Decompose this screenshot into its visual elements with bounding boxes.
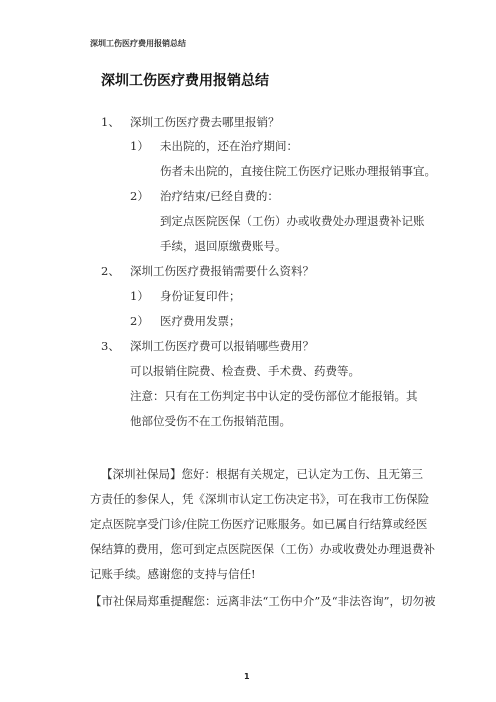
page-header: 深圳工伤医疗费用报销总结 — [90, 39, 186, 48]
section-1-item-2-text: 治疗结束/已经自费的： — [160, 189, 279, 203]
notice-line-1: 【深圳社保局】您好：根据有关规定，已认定为工伤、且无第三 — [101, 467, 423, 481]
section-3-line-3: 他部位受伤不在工伤报销范围。 — [130, 414, 291, 428]
notice-line-4: 保结算的费用，您可到定点医院医保（工伤）办或收费处办理退费补 — [90, 542, 435, 556]
section-2-number: 2、 — [101, 264, 120, 278]
section-1-item-2-detail-line-2: 手续，退回原缴费账号。 — [160, 239, 287, 253]
section-3-line-1: 可以报销住院费、检查费、手术费、药费等。 — [130, 364, 360, 378]
section-3-number: 3、 — [101, 339, 120, 353]
reminder-line-1: 【市社保局郑重提醒您：远离非法“工伤中介”及“非法咨询”，切勿被 — [90, 594, 436, 608]
section-3-line-2: 注意：只有在工伤判定书中认定的受伤部位才能报销。其 — [130, 389, 418, 403]
section-2-item-1-number: 1） — [130, 289, 149, 303]
section-2-item-2-text: 医疗费用发票； — [160, 314, 241, 328]
page-number: 1 — [244, 672, 250, 681]
section-1-item-1-text: 未出院的，还在治疗期间： — [160, 139, 298, 153]
section-1-item-1-detail: 伤者未出院的，直接住院工伤医疗记账办理报销事宜。 — [160, 164, 436, 178]
section-1-item-1-number: 1） — [130, 139, 149, 153]
section-1-item-2-number: 2） — [130, 189, 149, 203]
notice-line-5: 记账手续。感谢您的支持与信任! — [90, 567, 256, 581]
notice-line-3: 定点医院享受门诊/住院工伤医疗记账服务。如已属自行结算或经医 — [90, 517, 428, 531]
section-2-question: 深圳工伤医疗费报销需要什么资料？ — [130, 264, 314, 278]
section-3-question: 深圳工伤医疗费可以报销哪些费用？ — [130, 339, 314, 353]
section-2-item-2-number: 2） — [130, 314, 149, 328]
section-1-item-2-detail-line-1: 到定点医院医保（工伤）办或收费处办理退费补记账 — [160, 214, 425, 228]
section-1-number: 1、 — [101, 115, 120, 129]
section-1-question: 深圳工伤医疗费去哪里报销？ — [130, 115, 280, 129]
document-title: 深圳工伤医疗费用报销总结 — [101, 73, 269, 89]
section-2-item-1-text: 身份证复印件； — [160, 289, 241, 303]
notice-line-2: 方责任的参保人，凭《深圳市认定工伤决定书》，可在我市工伤保险 — [90, 492, 430, 506]
